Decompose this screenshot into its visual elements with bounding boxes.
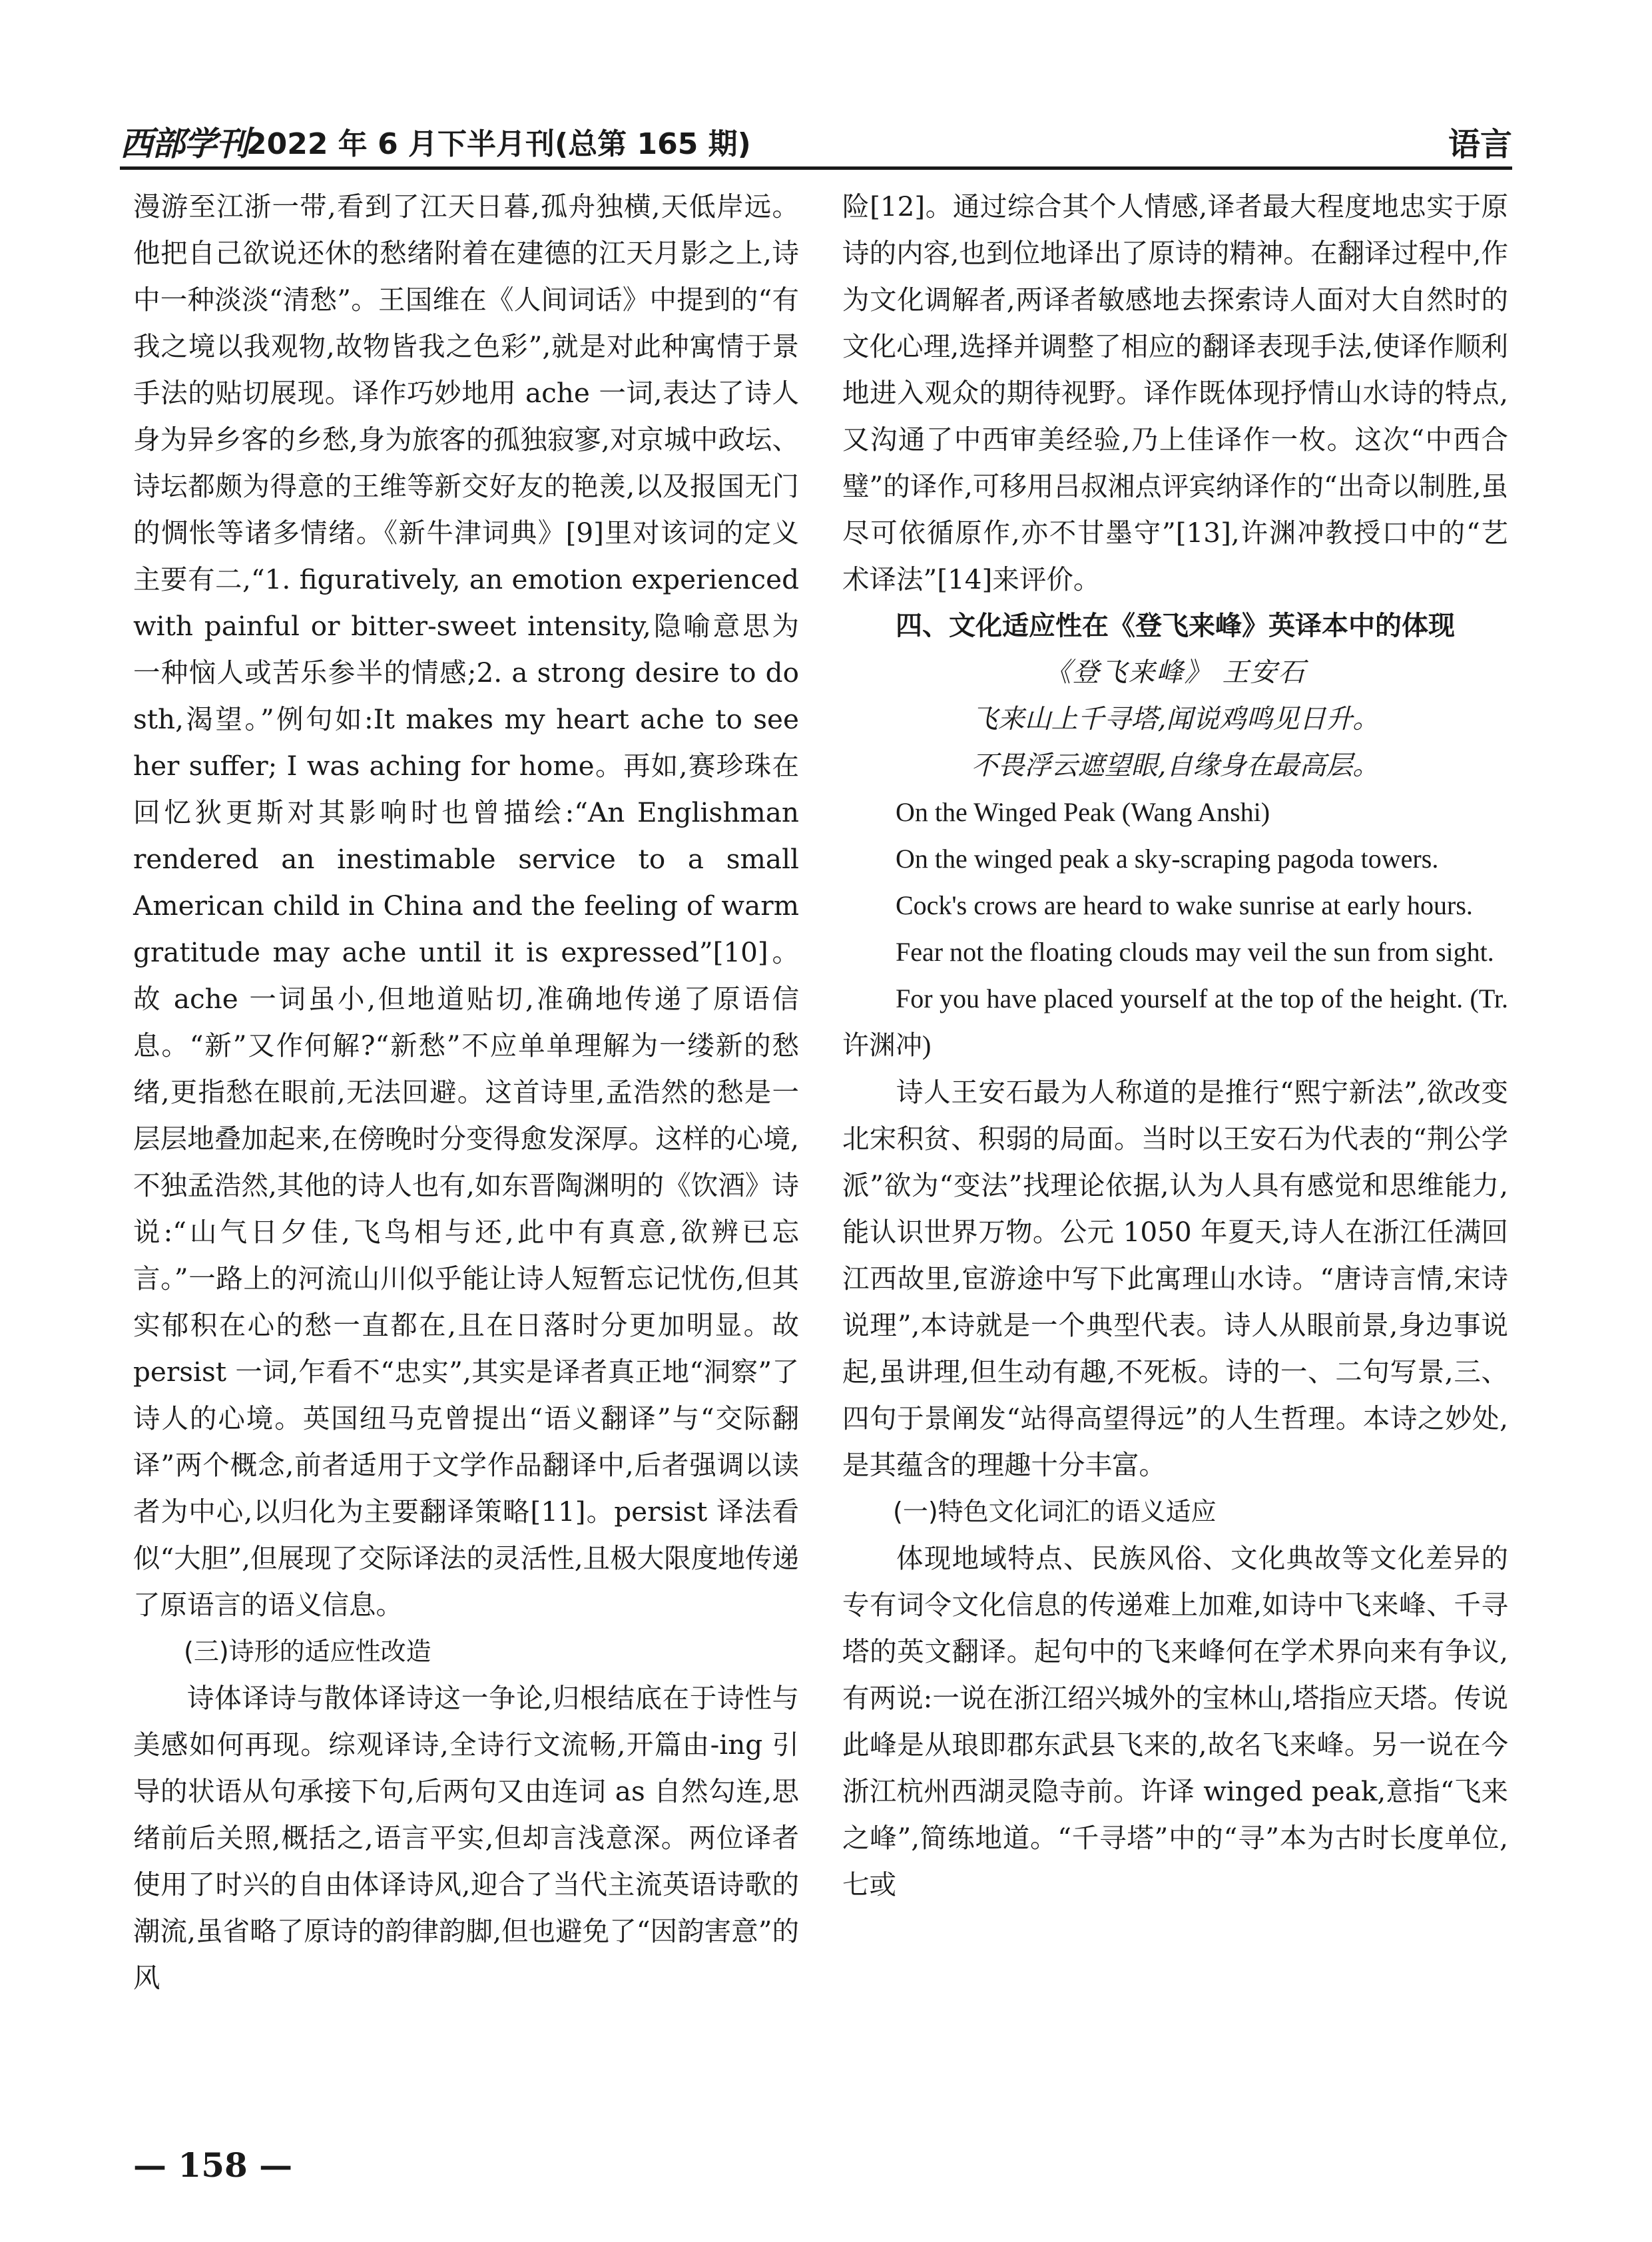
right-column bbox=[842, 183, 1508, 1908]
translation-line: For you have placed yourself at the top of the height. (Tr. 许渊冲) bbox=[842, 983, 1508, 1060]
page-header bbox=[120, 113, 1512, 170]
translation-line: On the winged peak a sky-scraping pagoda towers. bbox=[896, 844, 1439, 874]
body-paragraph: 体现地域特点、民族风俗、文化典故等文化差异的专有词令文化信息的传递难上加难,如诗中飞来峰、千寻塔的英文翻译。起句中的飞来峰何在学术界向来有争议,有两说:一说在浙江绍兴城外的宝林山,塔指应天塔。传说此峰是从琅即郡东武县飞来的,故名飞来峰。另一说在今浙江杭州西湖灵隐寺前。许译 winged peak,意指“飞来之峰”,简练地道。“千寻塔”中的“寻”本为古时长度单位,七或 bbox=[842, 1542, 1508, 1900]
body-paragraph: 诗人王安石最为人称道的是推行“熙宁新法”,欲改变北宋积贫、积弱的局面。当时以王安石为代表的“荆公学派”欲为“变法”找理论依据,认为人具有感觉和思维能力,能认识世界万物。公元 1050 年夏天,诗人在浙江任满回江西故里,宦游途中写下此寓理山水诗。“唐诗言情,宋诗说理”,本诗就是一个典型代表。诗人从眼前景,身边事说起,虽讲理,但生动有趣,不死板。诗的一、二句写景,三、四句于景阐发“站得高望得远”的人生哲理。本诗之妙处,是其蕴含的理趣十分丰富。 bbox=[842, 1076, 1508, 1481]
poem-line: 不畏浮云遮望眼,自缘身在最高层。 bbox=[971, 750, 1380, 781]
subsection-heading: (三)诗形的适应性改造 bbox=[184, 1637, 431, 1666]
left-column bbox=[133, 183, 799, 2001]
journal-issue: 2022 年 6 月下半月刊(总第 165 期) bbox=[246, 127, 751, 161]
section-heading: 四、文化适应性在《登飞来峰》英译本中的体现 bbox=[896, 611, 1455, 641]
poem-title: 《登飞来峰》 王安石 bbox=[1044, 657, 1306, 688]
body-paragraph: 诗体译诗与散体译诗这一争论,归根结底在于诗性与美感如何再现。综观译诗,全诗行文流畅,开篇由-ing 引导的状语从句承接下句,后两句又由连词 as 自然勾连,思绪前后关照,概括之,语言平实,但却言浅意深。两位译者使用了时兴的自由体译诗风,迎合了当代主流英语诗歌的潮流,虽省略了原诗的韵律韵脚,但也避免了“因韵害意”的风 bbox=[133, 1682, 799, 1994]
section-name: 语言 bbox=[1448, 126, 1512, 163]
page-number: — 158 — bbox=[133, 2145, 293, 2185]
journal-logo: 西部学刊 bbox=[120, 124, 248, 163]
subsection-heading: (一)特色文化词汇的语义适应 bbox=[893, 1497, 1217, 1526]
body-paragraph: 漫游至江浙一带,看到了江天日暮,孤舟独横,天低岸远。他把自己欲说还休的愁绪附着在建德的江天月影之上,诗中一种淡淡“清愁”。王国维在《人间词话》中提到的“有我之境以我观物,故物皆我之色彩”,就是对此种寓情于景手法的贴切展现。译作巧妙地用 ache 一词,表达了诗人身为异乡客的乡愁,身为旅客的孤独寂寥,对京城中政坛、诗坛都颇为得意的王维等新交好友的艳羡,以及报国无门的惆怅等诸多情绪。《新牛津词典》[9]里对该词的定义主要有二,“1. figuratively, an emotion experienced with painful or bitter-sweet intensity,隐喻意思为一种恼人或苦乐参半的情感;2. a strong desire to do sth,渴望。”例句如:It makes my heart ache to see her suffer; I was aching for home。再如,赛珍珠在回忆狄更斯对其影响时也曾描绘:“An Englishman rendered an inestimable service to a small American child in China and the feeling of warm gratitude may ache until it is expressed”[10]。故 ache 一词虽小,但地道贴切,准确地传递了原语信息。“新”又作何解?“新愁”不应单单理解为一缕新的愁绪,更指愁在眼前,无法回避。这首诗里,孟浩然的愁是一层层地叠加起来,在傍晚时分变得愈发深厚。这样的心境,不独孟浩然,其他的诗人也有,如东晋陶渊明的《饮酒》诗说:“山气日夕佳,飞鸟相与还,此中有真意,欲辨已忘言。”一路上的河流山川似乎能让诗人短暂忘记忧伤,但其实郁积在心的愁一直都在,且在日落时分更加明显。故 persist 一词,乍看不“忠实”,其实是译者真正地“洞察”了诗人的心境。英国纽马克曾提出“语义翻译”与“交际翻译”两个概念,前者适用于文学作品翻译中,后者强调以读者为中心,以归化为主要翻译策略[11]。persist 译法看似“大胆”,但展现了交际译法的灵活性,且极大限度地传递了原语言的语义信息。 bbox=[133, 190, 799, 1621]
poem-line: 飞来山上千寻塔,闻说鸡鸣见日升。 bbox=[971, 704, 1380, 734]
translation-line: Cock's crows are heard to wake sunrise at early hours. bbox=[896, 890, 1473, 920]
translation-title: On the Winged Peak (Wang Anshi) bbox=[896, 797, 1270, 827]
body-paragraph: 险[12]。通过综合其个人情感,译者最大程度地忠实于原诗的内容,也到位地译出了原诗的精神。在翻译过程中,作为文化调解者,两译者敏感地去探索诗人面对大自然时的文化心理,选择并调整了相应的翻译表现手法,使译作顺利地进入观众的期待视野。译作既体现抒情山水诗的特点,又沟通了中西审美经验,乃上佳译作一枚。这次“中西合璧”的译作,可移用吕叔湘点评宾纳译作的“出奇以制胜,虽尽可依循原作,亦不甘墨守”[13],许渊冲教授口中的“艺术译法”[14]来评价。 bbox=[842, 190, 1508, 595]
translation-line: Fear not the floating clouds may veil the sun from sight. bbox=[896, 937, 1494, 967]
